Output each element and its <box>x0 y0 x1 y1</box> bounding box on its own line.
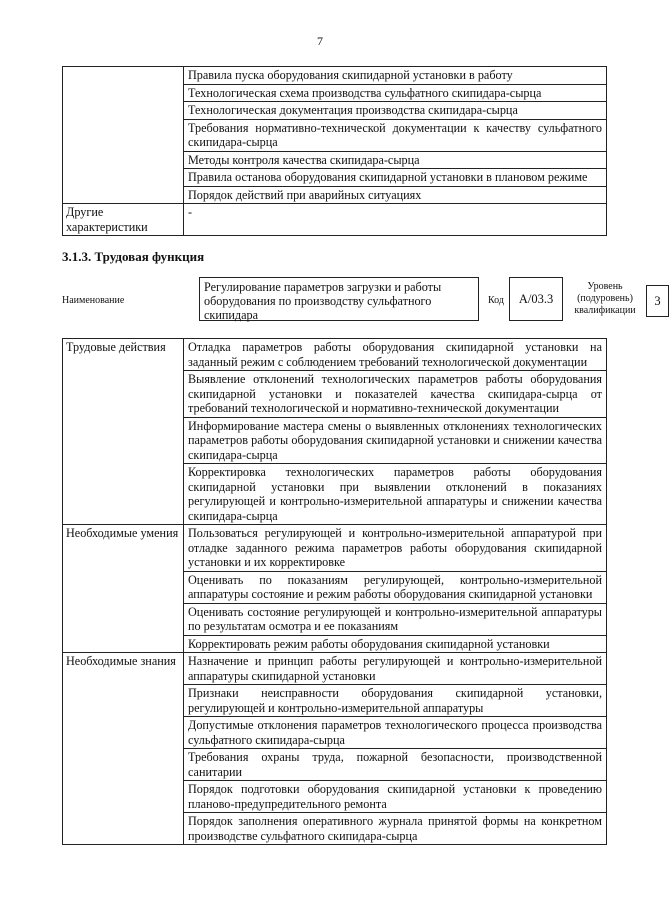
table-cell: Признаки неисправности оборудования скипидарной установки, регулирующей и контрольно-измерительной аппаратуры <box>184 685 607 717</box>
labor-function-table <box>62 338 607 845</box>
group-label-knowledge: Необходимые знания <box>63 653 184 845</box>
table-cell: Корректировка технологических параметров работы оборудования скипидарной установки при выявлении отклонений в показаниях регулирующей и контрольно-измерительной аппаратуры и снижении качества скипидара-сырца <box>184 464 607 525</box>
table-row <box>63 339 607 371</box>
page-number: 7 <box>317 34 323 48</box>
qualification-level: 3 <box>646 285 669 317</box>
table-cell: Отладка параметров работы оборудования скипидарной установки на заданный режим с соблюдением требований технологической документации <box>184 339 607 371</box>
table-cell: Оценивать по показаниям регулирующей, контрольно-измерительной аппаратуры состояние и режим работы оборудования скипидарной установки <box>184 571 607 603</box>
table-row <box>63 525 607 572</box>
table-cell: Требования нормативно-технической документации к качеству сульфатного скипидара-сырца <box>184 119 607 151</box>
code-label: Код <box>488 295 504 306</box>
table-cell: Выявление отклонений технологических параметров работы оборудования скипидарной установки и показателей качества скипидара-сырца от требований технологической и нормативно-технической документации <box>184 371 607 418</box>
name-label: Наименование <box>62 295 125 306</box>
table-cell: Порядок заполнения оперативного журнала принятой формы на конкретном производстве сульфатного скипидара-сырца <box>184 813 607 845</box>
table-cell: Порядок действий при аварийных ситуациях <box>184 186 607 204</box>
table-cell: Оценивать состояние регулирующей и контрольно-измерительной аппаратуры по результатам осмотра и ее показаниям <box>184 603 607 635</box>
row-label-other-characteristics: Другие характеристики <box>63 204 184 236</box>
table-cell: - <box>184 204 607 236</box>
function-name: Регулирование параметров загрузки и работы оборудования по производству сульфатного скипидара <box>199 277 479 321</box>
table-cell: Технологическая схема производства сульфатного скипидара-сырца <box>184 84 607 102</box>
function-code: А/03.3 <box>509 277 563 321</box>
table-cell: Требования охраны труда, пожарной безопасности, производственной санитарии <box>184 749 607 781</box>
table-cell: Пользоваться регулирующей и контрольно-измерительной аппаратурой при отладке заданного режима параметров работы оборудования скипидарной установки и их корректировке <box>184 525 607 572</box>
knowledge-table-continued <box>62 66 607 236</box>
level-label: Уровень (подуровень) квалификации <box>574 281 636 316</box>
function-header <box>62 277 661 323</box>
table-cell: Правила пуска оборудования скипидарной установки в работу <box>184 67 607 85</box>
section-title: 3.1.3. Трудовая функция <box>62 249 205 264</box>
table-cell: Технологическая документация производства скипидара-сырца <box>184 102 607 120</box>
table-row <box>63 204 607 236</box>
table-cell: Допустимые отклонения параметров технологического процесса производства сульфатного скипидара-сырца <box>184 717 607 749</box>
table-row <box>63 67 607 85</box>
table-row <box>63 653 607 685</box>
table-cell: Корректировать режим работы оборудования скипидарной установки <box>184 635 607 653</box>
table-cell: Методы контроля качества скипидара-сырца <box>184 151 607 169</box>
row-label <box>63 67 184 204</box>
group-label-labor-actions: Трудовые действия <box>63 339 184 525</box>
group-label-skills: Необходимые умения <box>63 525 184 653</box>
table-cell: Правила останова оборудования скипидарной установки в плановом режиме <box>184 169 607 187</box>
table-cell: Назначение и принцип работы регулирующей и контрольно-измерительной аппаратуры скипидарной установки <box>184 653 607 685</box>
table-cell: Порядок подготовки оборудования скипидарной установки к проведению планово-предупредительного ремонта <box>184 781 607 813</box>
table-cell: Информирование мастера смены о выявленных отклонениях технологических параметров работы оборудования скипидарной установки и снижении качества скипидара-сырца <box>184 417 607 464</box>
